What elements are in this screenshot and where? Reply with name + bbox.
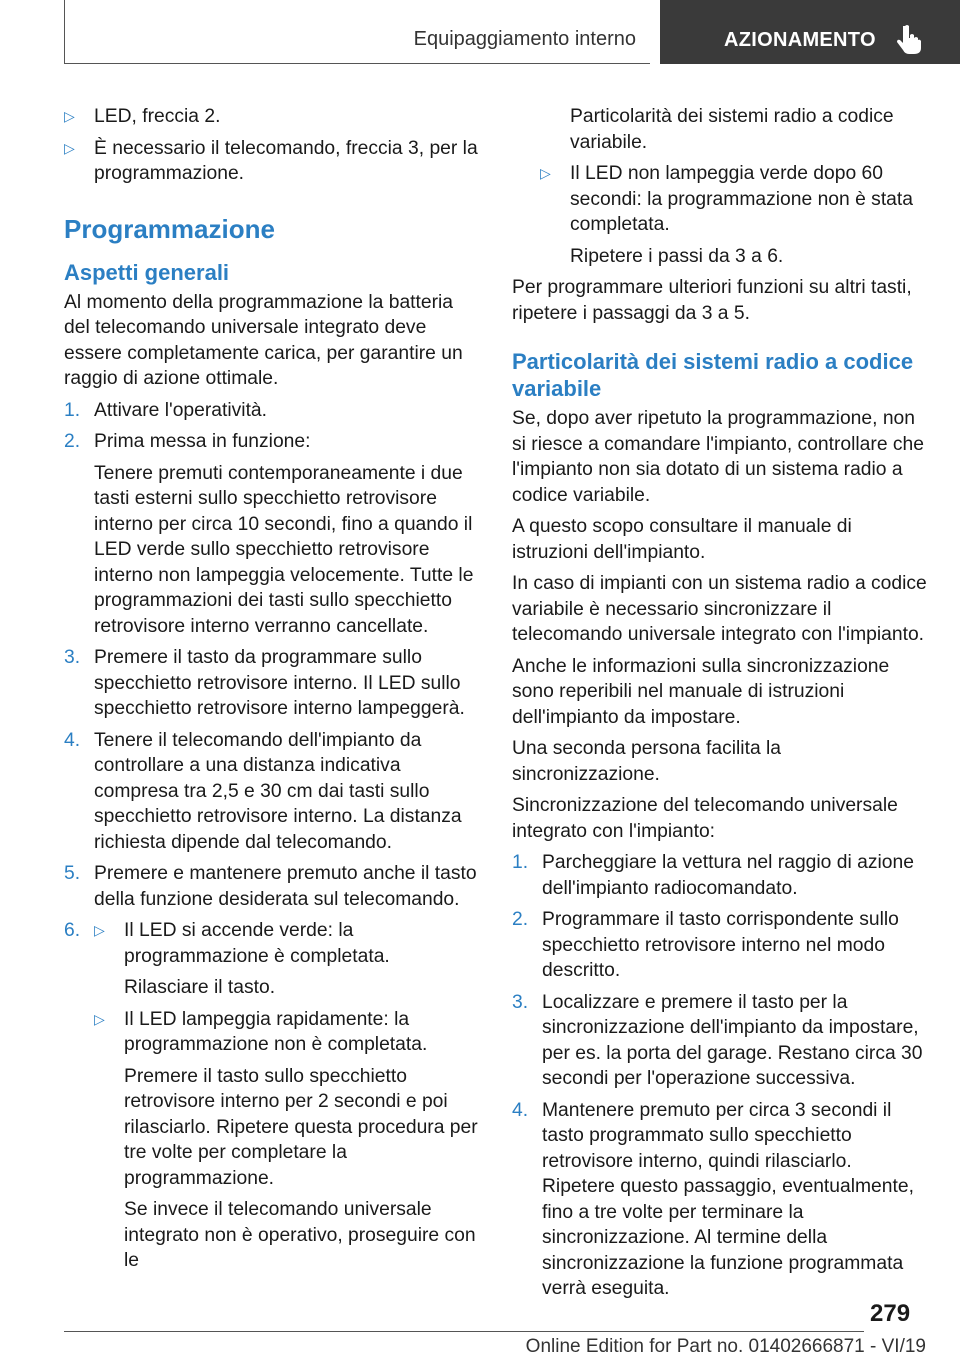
left-column	[64, 104, 480, 1280]
list-item	[94, 1007, 480, 1058]
paragraph: Se, dopo aver ripetuto la programmazione, non si riesce a comandare l'impianto, controllare che l'impianto non sia dotato di un sistema radio a codice variabile.	[512, 408, 924, 506]
footer-edition: Online Edition for Part no. 01402666871 - VI/19	[525, 1336, 926, 1357]
step-item	[512, 850, 928, 901]
step-detail: Rilasciare il tasto.	[124, 977, 276, 998]
step-item	[64, 398, 480, 424]
triangle-bullet-icon: ▷	[540, 165, 551, 181]
paragraph: A questo scopo consultare il manuale di istruzioni dell'impianto.	[512, 516, 852, 563]
step-number: 1.	[64, 399, 81, 421]
list-item-text: LED, freccia 2.	[94, 106, 221, 127]
step-detail: Tenere premuti contemporaneamente i due tasti esterni sullo specchietto retrovisore interno per circa 10 secondi, fino a quando il LED verde sullo specchietto retrovisore interno non lampeggia velocemente. Tutte le programmazioni dei tasti sullo specchietto retrovisore interno verranno cancellate.	[94, 462, 474, 637]
page-number: 279	[870, 1300, 911, 1327]
step-text: Localizzare e premere il tasto per la sincronizzazione dell'impianto da impostare, per es. la porta del garage. Restano circa 30 secondi per l'operazione successiva.	[542, 991, 923, 1089]
paragraph: Sincronizzazione del telecomando universale integrato con l'impianto:	[512, 795, 898, 842]
list-item	[540, 161, 928, 238]
header-section-title: Equipaggiamento interno	[413, 28, 636, 50]
step-number: 4.	[64, 729, 81, 751]
step-number: 6.	[64, 920, 81, 941]
paragraph: Anche le informazioni sulla sincronizzazione sono reperibili nel manuale di istruzioni dell'impianto da impostare.	[512, 655, 890, 728]
step-item	[64, 918, 480, 969]
step-item	[64, 645, 480, 722]
step-item	[64, 728, 480, 856]
step-text: Il LED si accende verde: la programmazione è completata.	[124, 920, 390, 967]
subsection-heading: Particolarità dei sistemi radio a codice variabile	[512, 349, 914, 401]
step-detail: Premere il tasto sullo specchietto retrovisore interno per 2 secondi e poi rilasciarlo. Ripetere questa procedura per tre volte per completare la programmazione.	[124, 1065, 478, 1189]
step-text: Premere e mantenere premuto anche il tasto della funzione desiderata sul telecomando.	[94, 863, 477, 910]
step-number: 2.	[512, 909, 529, 930]
header-chapter-label: AZIONAMENTO	[724, 29, 876, 51]
list-item-text: Il LED lampeggia rapidamente: la programmazione non è completata.	[124, 1008, 428, 1055]
step-number: 5.	[64, 863, 81, 884]
header-chapter-tab	[660, 0, 960, 64]
step-item	[512, 990, 928, 1092]
step-item	[64, 861, 480, 912]
paragraph: Una seconda persona facilita la sincronizzazione.	[512, 738, 782, 785]
right-column	[512, 104, 928, 1308]
step-text: Premere il tasto da programmare sullo specchietto retrovisore interno. Il LED sullo specchietto retrovisore interno lampeggerà.	[94, 647, 465, 719]
footer-rule	[64, 1331, 864, 1332]
step-detail: Ripetere i passi da 3 a 6.	[570, 245, 784, 267]
step-text: Mantenere premuto per circa 3 secondi il tasto programmato sullo specchietto retrovisore interno, quindi rilasciarlo. Ripetere questo passaggio, eventualmente, fino a tre volte per terminare la sincronizzazione. Al termine della sincronizzazione la funzione programmata verrà eseguita.	[542, 1099, 914, 1299]
triangle-bullet-icon: ▷	[64, 139, 75, 156]
triangle-bullet-icon: ▷	[94, 922, 105, 938]
paragraph: Per programmare ulteriori funzioni su altri tasti, ripetere i passaggi da 3 a 5.	[512, 277, 912, 324]
list-item-text: È necessario il telecomando, freccia 3, per la programmazione.	[94, 137, 478, 184]
section-heading: Programmazione	[64, 213, 275, 244]
step-text: Tenere il telecomando dell'impianto da controllare a una distanza indicativa compresa tra 2,5 e 30 cm dai tasti sullo specchietto retrovisore interno. La distanza richiesta dipende dal telecomando.	[94, 729, 462, 853]
step-text: Prima messa in funzione:	[94, 431, 311, 452]
header-rule-left	[64, 0, 65, 64]
step-text: Attivare l'operatività.	[94, 399, 268, 421]
list-item	[64, 136, 480, 187]
header-rule-bottom	[64, 63, 650, 64]
step-number: 3.	[64, 647, 81, 668]
step-number: 3.	[512, 991, 529, 1013]
paragraph: Al momento della programmazione la batteria del telecomando universale integrato deve essere completamente carica, per garantire un raggio di azione ottimale.	[64, 291, 463, 389]
subsection-heading: Aspetti generali	[64, 259, 230, 285]
triangle-bullet-icon: ▷	[64, 108, 75, 124]
list-item-text: Il LED non lampeggia verde dopo 60 secondi: la programmazione non è stata completata.	[570, 163, 913, 235]
step-detail: Se invece il telecomando universale integrato non è operativo, proseguire con le	[124, 1199, 476, 1271]
step-number: 2.	[64, 431, 81, 452]
step-item	[512, 1098, 928, 1302]
triangle-bullet-icon: ▷	[94, 1010, 105, 1027]
step-text: Parcheggiare la vettura nel raggio di azione dell'impianto radiocomandato.	[542, 852, 914, 899]
step-number: 4.	[512, 1099, 529, 1121]
list-item	[64, 104, 480, 130]
pointing-hand-icon	[896, 24, 922, 54]
step-item	[512, 907, 928, 984]
step-item	[64, 429, 480, 455]
step-number: 1.	[512, 852, 529, 873]
step-text: Programmare il tasto corrispondente sullo specchietto retrovisore interno nel modo descritto.	[542, 909, 899, 981]
continued-text: Particolarità dei sistemi radio a codice variabile.	[570, 106, 894, 153]
paragraph: In caso di impianti con un sistema radio a codice variabile è necessario sincronizzare il telecomando universale integrato con l'impianto.	[512, 573, 927, 645]
